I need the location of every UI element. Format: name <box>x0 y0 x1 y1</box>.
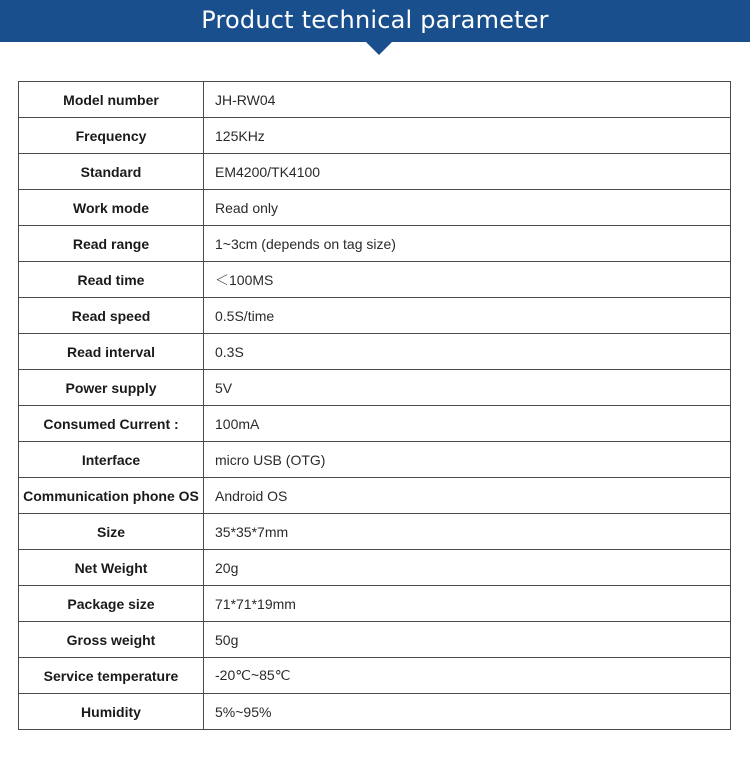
table-row <box>19 658 731 694</box>
table-row <box>19 478 731 514</box>
spec-label: Service temperature <box>19 658 204 694</box>
table-row <box>19 442 731 478</box>
spec-label: Work mode <box>19 190 204 226</box>
spec-value: 35*35*7mm <box>204 514 731 550</box>
spec-label: Net Weight <box>19 550 204 586</box>
spec-value: 125KHz <box>204 118 731 154</box>
spec-value: Read only <box>204 190 731 226</box>
spec-value: Android OS <box>204 478 731 514</box>
spec-label: Read range <box>19 226 204 262</box>
spec-label: Read speed <box>19 298 204 334</box>
table-row <box>19 334 731 370</box>
banner-pointer-arrow <box>366 42 392 55</box>
spec-label: Model number <box>19 82 204 118</box>
spec-label: Interface <box>19 442 204 478</box>
spec-label: Communication phone OS <box>19 478 204 514</box>
table-row <box>19 82 731 118</box>
table-row <box>19 262 731 298</box>
spec-label: Package size <box>19 586 204 622</box>
table-row <box>19 370 731 406</box>
spec-value: 0.3S <box>204 334 731 370</box>
spec-value: ＜100MS <box>204 262 731 298</box>
spec-value: 1~3cm (depends on tag size) <box>204 226 731 262</box>
spec-label: Humidity <box>19 694 204 730</box>
spec-value: 71*71*19mm <box>204 586 731 622</box>
table-row <box>19 406 731 442</box>
table-row <box>19 550 731 586</box>
table-row <box>19 118 731 154</box>
spec-value: 100mA <box>204 406 731 442</box>
spec-label: Consumed Current : <box>19 406 204 442</box>
spec-label: Size <box>19 514 204 550</box>
table-row <box>19 154 731 190</box>
spec-value: 50g <box>204 622 731 658</box>
spec-label: Read time <box>19 262 204 298</box>
spec-label: Gross weight <box>19 622 204 658</box>
spec-value: 0.5S/time <box>204 298 731 334</box>
table-row <box>19 298 731 334</box>
table-row <box>19 586 731 622</box>
spec-table <box>18 81 731 730</box>
spec-value: micro USB (OTG) <box>204 442 731 478</box>
table-row <box>19 694 731 730</box>
spec-value: EM4200/TK4100 <box>204 154 731 190</box>
spec-value: 5%~95% <box>204 694 731 730</box>
table-row <box>19 622 731 658</box>
spec-value: -20℃~85℃ <box>204 658 731 694</box>
table-row <box>19 226 731 262</box>
spec-value: JH-RW04 <box>204 82 731 118</box>
table-row <box>19 514 731 550</box>
spec-label: Frequency <box>19 118 204 154</box>
spec-value: 20g <box>204 550 731 586</box>
spec-label: Read interval <box>19 334 204 370</box>
spec-label: Power supply <box>19 370 204 406</box>
spec-table-body <box>19 82 731 730</box>
page-title: Product technical parameter <box>201 6 549 34</box>
spec-label: Standard <box>19 154 204 190</box>
spec-value: 5V <box>204 370 731 406</box>
table-row <box>19 190 731 226</box>
